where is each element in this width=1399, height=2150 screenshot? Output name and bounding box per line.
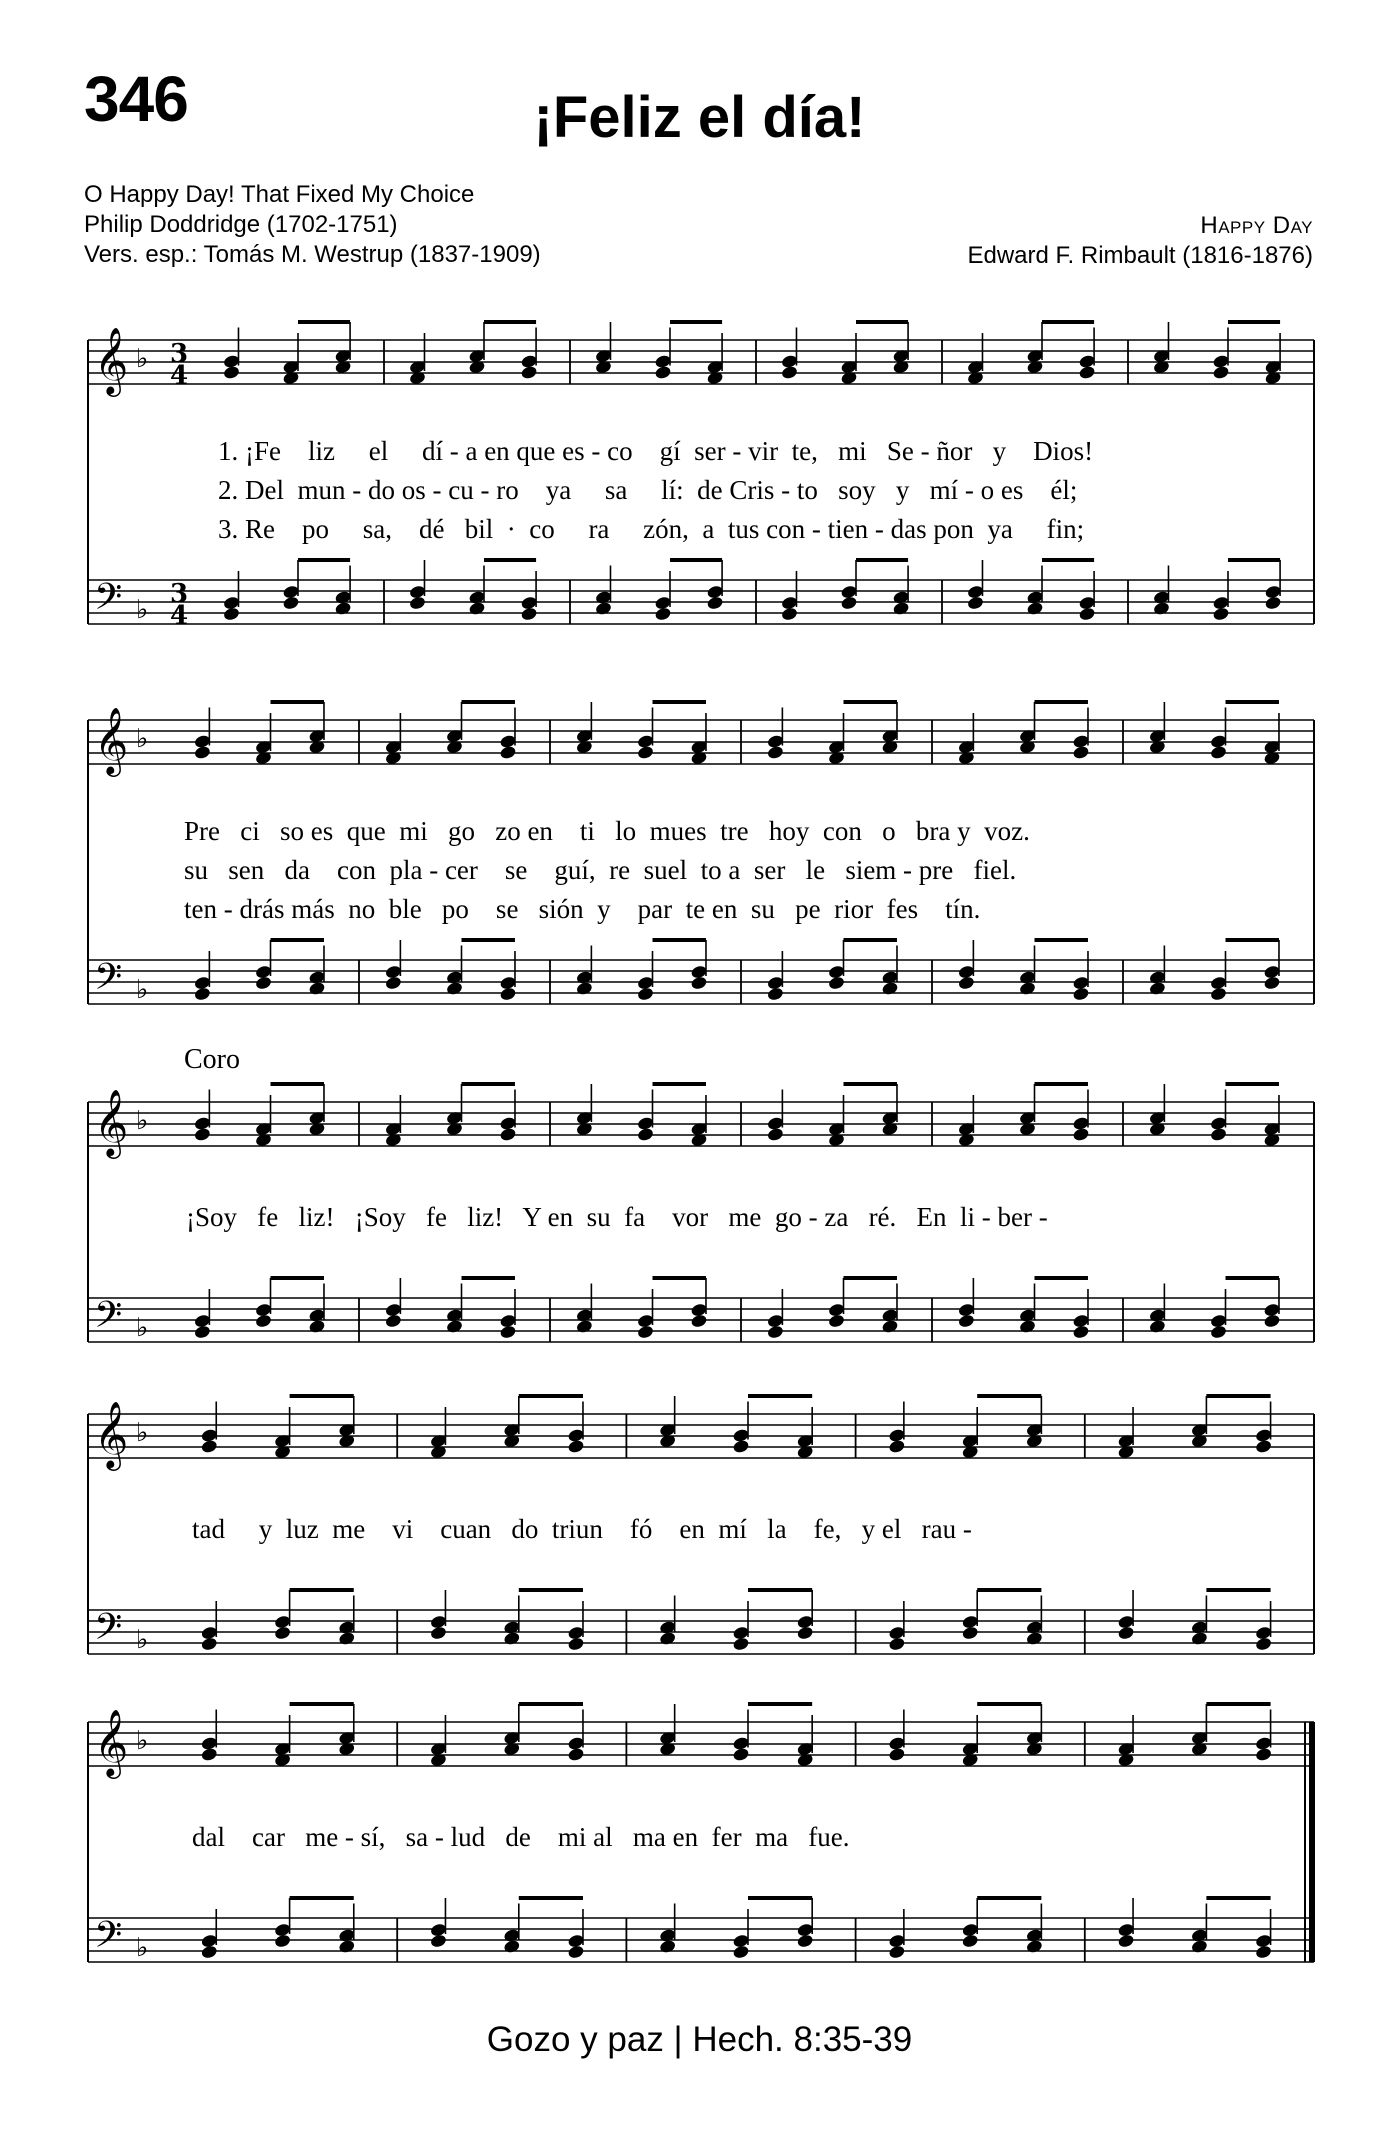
lyric-line-1: 1. ¡Fe liz el dí - a en que es - co gí ser - vir te, mi Se - ñor y Dios!: [218, 436, 1094, 466]
notehead: [781, 606, 799, 621]
notehead: [520, 606, 538, 621]
notehead: [1019, 981, 1037, 996]
treble-clef-icon: 𝄞: [94, 1400, 129, 1468]
notehead: [1255, 1439, 1273, 1454]
english-title: O Happy Day! That Fixed My Choice: [84, 181, 475, 208]
notehead: [732, 1747, 750, 1762]
time-signature-top: 3: [170, 579, 189, 609]
notehead: [567, 1747, 585, 1762]
music-system-4: [88, 1392, 1314, 1692]
notehead: [255, 1313, 273, 1328]
notehead: [1210, 1127, 1228, 1142]
notehead: [499, 745, 517, 760]
notehead: [1072, 1324, 1090, 1339]
lyric-line-1: Pre ci so es que mi go zo en ti lo mues tre hoy con o bra y voz.: [184, 816, 1030, 846]
hymn-title: ¡Feliz el día!: [533, 85, 866, 150]
notehead: [888, 1944, 906, 1959]
flat-icon: ♭: [136, 1106, 149, 1136]
notehead: [282, 595, 300, 610]
notehead: [430, 1933, 448, 1948]
notehead: [781, 365, 799, 380]
notehead: [888, 1636, 906, 1651]
notehead: [888, 1439, 906, 1454]
flat-icon: ♭: [136, 1726, 149, 1756]
notehead: [796, 1625, 814, 1640]
notehead: [193, 986, 211, 1001]
notehead: [1210, 986, 1228, 1001]
notehead: [1117, 1625, 1135, 1640]
lyric-line-1: tad y luz me vi cuan do triun fó en mí la fe, y el rau -: [192, 1514, 972, 1544]
bass-clef-icon: 𝄢: [94, 1294, 123, 1345]
notehead: [503, 1939, 521, 1954]
notehead: [1148, 1319, 1166, 1334]
notehead: [1255, 1944, 1273, 1959]
notehead: [499, 986, 517, 1001]
notehead: [957, 1313, 975, 1328]
notehead: [446, 981, 464, 996]
notehead: [200, 1747, 218, 1762]
notehead: [828, 1313, 846, 1328]
treble-clef-icon: 𝄞: [94, 1088, 129, 1156]
music-system-5: [88, 1700, 1314, 2000]
treble-clef-icon: 𝄞: [94, 706, 129, 774]
notehead: [499, 1324, 517, 1339]
notehead: [1263, 1313, 1281, 1328]
notehead: [1212, 606, 1230, 621]
notehead: [766, 986, 784, 1001]
tune-name: Happy Day: [1200, 212, 1313, 239]
lyric-line-2: su sen da con pla - cer se guí, re suel to a ser le siem - pre fiel.: [184, 855, 1017, 885]
notehead: [1255, 1747, 1273, 1762]
notehead: [766, 1127, 784, 1142]
notehead: [575, 1319, 593, 1334]
time-signature-bottom: 4: [170, 361, 189, 391]
notehead: [193, 1324, 211, 1339]
notehead: [766, 1324, 784, 1339]
notehead: [888, 1747, 906, 1762]
notehead: [1190, 1631, 1208, 1646]
flat-icon: ♭: [136, 724, 149, 754]
notehead: [308, 1319, 326, 1334]
notehead: [1019, 1319, 1037, 1334]
translator: Vers. esp.: Tomás M. Westrup (1837-1909): [84, 241, 541, 268]
notehead: [567, 1636, 585, 1651]
notehead: [1190, 1939, 1208, 1954]
notehead: [654, 606, 672, 621]
lyric-line-2: 2. Del mun - do os - cu - ro ya sa lí: de Cris - to soy y mí - o es él;: [218, 475, 1078, 505]
notehead: [1212, 365, 1230, 380]
hymn-number: 346: [84, 63, 188, 135]
lyric-line-1: ¡Soy fe liz! ¡Soy fe liz! Y en su fa vor me go - za ré. En li - ber -: [186, 1202, 1048, 1232]
notehead: [338, 1631, 356, 1646]
notehead: [961, 1933, 979, 1948]
notehead: [967, 595, 985, 610]
notehead: [654, 365, 672, 380]
bass-clef-icon: 𝄢: [94, 576, 123, 627]
notehead: [659, 1631, 677, 1646]
notehead: [840, 595, 858, 610]
notehead: [637, 745, 655, 760]
notehead: [499, 1127, 517, 1142]
flat-icon: ♭: [136, 595, 149, 625]
notehead: [446, 1319, 464, 1334]
notehead: [567, 1944, 585, 1959]
treble-clef-icon: 𝄞: [94, 1708, 129, 1776]
notehead: [223, 606, 241, 621]
notehead: [690, 975, 708, 990]
refrain-label: Coro: [184, 1044, 240, 1075]
bass-clef-icon: 𝄢: [94, 1606, 123, 1657]
notehead: [1148, 981, 1166, 996]
flat-icon: ♭: [136, 1933, 149, 1963]
notehead: [1263, 975, 1281, 990]
notehead: [193, 1127, 211, 1142]
notehead: [1072, 1127, 1090, 1142]
flat-icon: ♭: [136, 1418, 149, 1448]
lyric-line-1: dal car me - sí, sa - lud de mi al ma en fer ma fue.: [192, 1822, 850, 1852]
notehead: [637, 986, 655, 1001]
notehead: [200, 1944, 218, 1959]
notehead: [881, 981, 899, 996]
notehead: [1072, 986, 1090, 1001]
notehead: [881, 1319, 899, 1334]
notehead: [828, 975, 846, 990]
notehead: [223, 365, 241, 380]
notehead: [567, 1439, 585, 1454]
notehead: [1025, 1939, 1043, 1954]
notehead: [1026, 601, 1044, 616]
notehead: [468, 601, 486, 616]
notehead: [384, 975, 402, 990]
notehead: [659, 1939, 677, 1954]
time-signature-top: 3: [170, 339, 189, 369]
notehead: [1255, 1636, 1273, 1651]
notehead: [957, 975, 975, 990]
treble-clef-icon: 𝄞: [94, 326, 129, 394]
notehead: [732, 1439, 750, 1454]
notehead: [503, 1631, 521, 1646]
notehead: [1210, 745, 1228, 760]
notehead: [1078, 365, 1096, 380]
notehead: [1078, 606, 1096, 621]
credits-left: [84, 180, 541, 270]
notehead: [409, 595, 427, 610]
notehead: [732, 1944, 750, 1959]
notehead: [1264, 595, 1282, 610]
notehead: [430, 1625, 448, 1640]
notehead: [255, 975, 273, 990]
notehead: [200, 1439, 218, 1454]
notehead: [520, 365, 538, 380]
music-system-2: [88, 698, 1314, 1028]
final-barline: [1309, 1722, 1315, 1962]
notehead: [796, 1933, 814, 1948]
notehead: [193, 745, 211, 760]
bass-clef-icon: 𝄢: [94, 956, 123, 1007]
notehead: [766, 745, 784, 760]
lyric-line-3: ten - drás más no ble po se sión y par te en su pe rior fes tín.: [184, 894, 981, 924]
notehead: [575, 981, 593, 996]
credits-right: [967, 211, 1313, 271]
flat-icon: ♭: [136, 1313, 149, 1343]
bass-clef-icon: 𝄢: [94, 1914, 123, 1965]
notehead: [384, 1313, 402, 1328]
lyric-line-3: 3. Re po sa, dé bil · co ra zón, a tus con - tien - das pon ya fin;: [218, 514, 1085, 544]
notehead: [338, 1939, 356, 1954]
flat-icon: ♭: [136, 344, 149, 374]
notehead: [637, 1324, 655, 1339]
notehead: [1025, 1631, 1043, 1646]
author: Philip Doddridge (1702-1751): [84, 211, 398, 238]
notehead: [1117, 1933, 1135, 1948]
notehead: [1210, 1324, 1228, 1339]
composer: Edward F. Rimbault (1816-1876): [967, 242, 1313, 269]
notehead: [637, 1127, 655, 1142]
notehead: [706, 595, 724, 610]
notehead: [274, 1625, 292, 1640]
notehead: [1072, 745, 1090, 760]
notehead: [200, 1636, 218, 1651]
notehead: [690, 1313, 708, 1328]
notehead: [334, 601, 352, 616]
notehead: [308, 981, 326, 996]
notehead: [732, 1636, 750, 1651]
notehead: [961, 1625, 979, 1640]
footer-reference: Gozo y paz | Hech. 8:35-39: [486, 2020, 913, 2059]
notehead: [892, 601, 910, 616]
notehead: [1153, 601, 1171, 616]
music-system-3: [88, 1080, 1314, 1380]
time-signature-bottom: 4: [170, 601, 189, 631]
notehead: [274, 1933, 292, 1948]
flat-icon: ♭: [136, 975, 149, 1005]
flat-icon: ♭: [136, 1625, 149, 1655]
music-system-1: [88, 318, 1314, 648]
notehead: [595, 601, 613, 616]
